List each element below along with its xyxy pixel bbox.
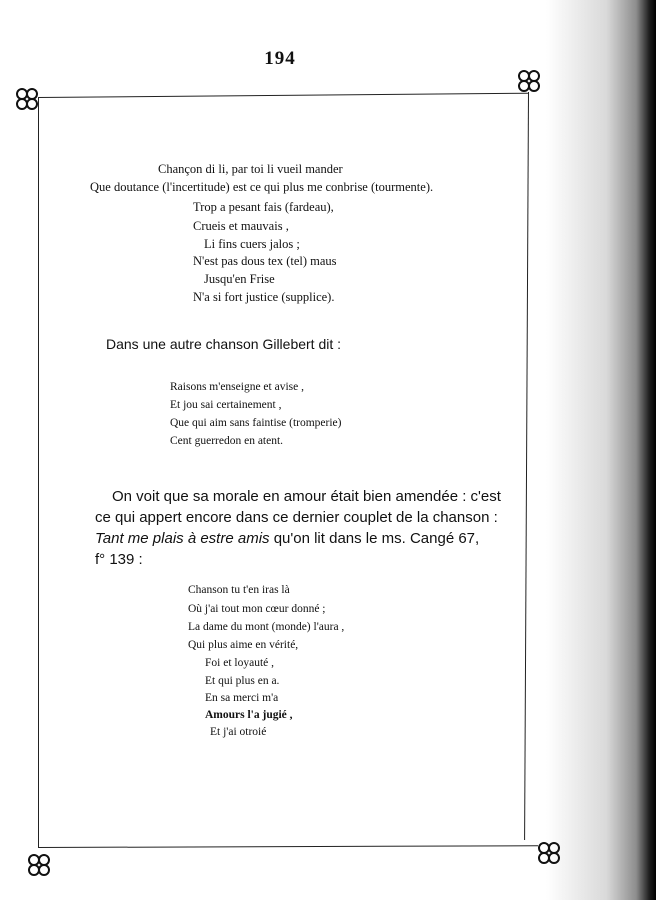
verse-line: La dame du mont (monde) l'aura , xyxy=(188,621,345,633)
fleuron-ornament-icon xyxy=(516,68,542,94)
verse-line: Cent guerredon en atent. xyxy=(170,435,284,447)
fleuron-ornament-icon xyxy=(26,852,52,878)
verse-line: Que doutance (l'incertitude) est ce qui plus me conbrise (tourmente). xyxy=(90,180,434,194)
verse-line: Où j'ai tout mon cœur donné ; xyxy=(188,603,326,615)
verse-line: Chanson tu t'en iras là xyxy=(188,584,290,596)
verse-line: Chançon di li, par toi li vueil mander xyxy=(158,162,343,176)
verse-line: Crueis et mauvais , xyxy=(193,219,289,233)
verse-line: Jusqu'en Frise xyxy=(204,272,275,286)
fleuron-ornament-icon xyxy=(536,840,562,866)
frame-bottom-border xyxy=(38,845,538,848)
binding-shadow xyxy=(546,0,656,900)
verse-line: Qui plus aime en vérité, xyxy=(188,639,299,651)
verse-line: Amours l'a jugié , xyxy=(205,709,293,721)
fleuron-ornament-icon xyxy=(14,86,40,112)
verse-line: Et j'ai otroié xyxy=(210,726,267,738)
verse-line: En sa merci m'a xyxy=(205,692,279,704)
song-title: Tant me plais à estre amis xyxy=(95,530,270,547)
paragraph-line: f° 139 : xyxy=(95,551,143,568)
verse-line: N'a si fort justice (supplice). xyxy=(193,290,335,304)
paragraph-line: On voit que sa morale en amour était bien amendée : c'est xyxy=(112,488,501,505)
verse-line: Foi et loyauté , xyxy=(205,657,274,669)
frame-left-border xyxy=(38,97,39,847)
verse-line: Que qui aim sans faintise (tromperie) xyxy=(170,417,342,429)
paragraph-line: ce qui appert encore dans ce dernier couplet de la chanson : xyxy=(95,509,498,526)
page-number: 194 xyxy=(264,48,296,69)
paragraph-line xyxy=(95,530,479,547)
verse-line: N'est pas dous tex (tel) maus xyxy=(193,254,337,268)
frame-right-border xyxy=(524,92,529,840)
paragraph-text: qu'on lit dans le ms. Cangé 67, xyxy=(269,530,480,547)
verse-line: Li fins cuers jalos ; xyxy=(204,237,300,251)
verse-line: Et qui plus en a. xyxy=(205,675,280,687)
verse-line: Raisons m'enseigne et avise , xyxy=(170,381,304,393)
frame-top-border xyxy=(38,93,528,98)
verse-line: Trop a pesant fais (fardeau), xyxy=(193,200,334,214)
intro-sentence: Dans une autre chanson Gillebert dit : xyxy=(106,336,342,352)
verse-line: Et jou sai certainement , xyxy=(170,399,282,411)
